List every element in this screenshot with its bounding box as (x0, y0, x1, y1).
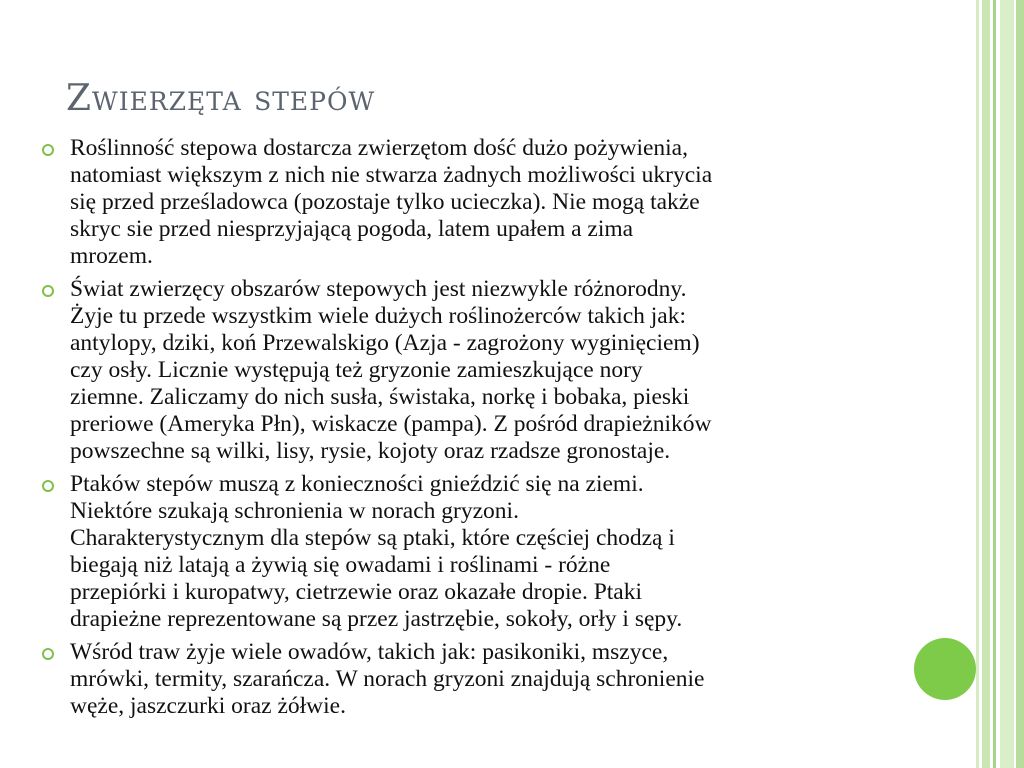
decorative-stripe (982, 0, 990, 768)
bullet-item (40, 276, 940, 465)
decorative-stripe (1016, 0, 1024, 768)
bullet-circle-icon (42, 648, 54, 660)
decorative-stripe (976, 0, 979, 768)
bullet-item (40, 471, 940, 633)
decorative-stripe (1000, 0, 1014, 768)
bullet-text: Wśród traw żyje wiele owadów, takich jak: pasikoniki, mszyce, mrówki, termity, szarańcza. W norach gryzoni znajdują schronienie węże, jaszczurki oraz żółwie. (70, 639, 705, 719)
bullet-text: Ptaków stepów muszą z konieczności gnieździć się na ziemi. Niektóre szukają schronienia w norach gryzoni. Charakterystycznym dla stepów są ptaki, które częściej chodzą i biegają niż latają a żywią się owadami i roślinami - różne przepiórki i kuropatwy, cietrzewie oraz okazałe dropie. Ptaki drapieżne reprezentowane są przez jastrzębie, sokoły, orły i sępy. (70, 471, 683, 632)
bullet-circle-icon (42, 144, 54, 156)
bullet-item (40, 639, 940, 720)
bullet-text: Roślinność stepowa dostarcza zwierzętom dość dużo pożywienia, natomiast większym z nich nie stwarza żadnych możliwości ukrycia się przed prześladowca (pozostaje tylko ucieczka). Nie mogą także skryc sie przed niesprzyjającą pogoda, latem upałem a zima mrozem. (70, 135, 713, 269)
decorative-stripe (993, 0, 996, 768)
bullet-text: Świat zwierzęcy obszarów stepowych jest niezwykle różnorodny. Żyje tu przede wszystkim wiele dużych roślinożerców takich jak: antylopy, dziki, koń Przewalskigo (Azja - zagrożony wyginięciem) czy osły. Licznie występują też gryzonie zamieszkujące nory ziemne. Zaliczamy do nich susła, świstaka, norkę i bobaka, pieski preriowe (Ameryka Płn), wiskacze (pampa). Z pośród drapieżników powszechne są wilki, lisy, rysie, kojoty oraz rzadsze gronostaje. (70, 276, 712, 464)
bullet-item (40, 135, 940, 270)
slide-title: Zwierzęta stepów (66, 78, 376, 119)
bullet-list (40, 135, 940, 726)
bullet-circle-icon (42, 285, 54, 297)
bullet-circle-icon (42, 480, 54, 492)
